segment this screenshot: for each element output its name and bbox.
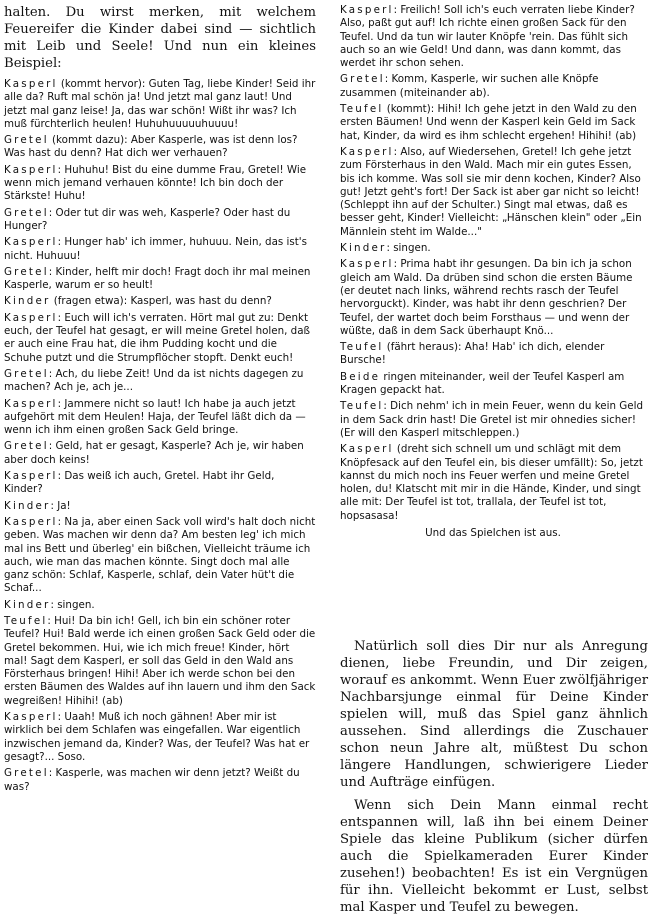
speaker-name: Teufel [340,103,384,116]
speaker-name: Teufel [4,614,48,627]
dialogue-line [4,711,316,764]
dialogue-text: (kommt): Hihi! Ich gehe jetzt in den Wald zu den ersten Bäumen! Und wenn der Kasperl kein Geld im Sack hat, Kinder, da wird es ihm schlecht ergehen! Hihihi! (ab) [340,103,637,142]
dialogue-text: : Geld, hat er gesagt, Kasperle? Ach je, wir haben aber doch keins! [4,440,304,466]
dialogue-line [4,207,316,234]
speaker-name: Kasperl [4,470,58,483]
prose-paragraph-2: Wenn sich Dein Mann einmal recht entspannen will, laß ihn bei einem Deiner Spiele das kleine Publikum (sicher dürfen auch die Spielkameraden Eurer Kinder zusehen!) beobachten! Es ist ein Vergnügen für ihn. Vielleicht bekommt er Lust, selbst mal Kasper und Teufel zu bewegen. [340,798,648,915]
dialogue-line [4,78,316,131]
dialogue-text: : Ach, du liebe Zeit! Und da ist nichts dagegen zu machen? Ach je, ach je... [4,367,304,394]
dialogue-text: : Na ja, aber einen Sack voll wird's halt doch nicht geben. Was machen wir denn da? Am besten leg' ich mich mal ins Bett und überleg' ein bißchen, Vielleicht träume ich auch, wie man das machen könnte. Singt doch mal alle ganz schön: Schlaf, Kasperle, schlaf, dein Vater hüt't die Schaf... [4,515,316,595]
dialogue-line [4,368,316,395]
dialogue-line [4,164,316,204]
speaker-name: Kinder [4,295,51,308]
left-column [4,4,316,797]
dialogue-line [4,134,316,161]
speaker-name: Kasperl [340,4,394,16]
speaker-name: Kinder [4,598,51,611]
dialogue-line [4,615,316,708]
speaker-name: Teufel [340,400,384,413]
dialogue-line [4,266,316,293]
dialogue-text: : Komm, Kasperle, wir suchen alle Knöpfe zusammen (miteinander ab). [340,73,599,99]
dialogue-text: : Euch will ich's verraten. Hört mal gut zu: Denkt euch, der Teufel hat gesagt, er will meine Gretel holen, daß er auch eine Frau hat, die ihm Pudding kocht und die Schuhe putzt und die Strumpflöcher stopft. Denkt euch! [4,311,311,364]
dialogue-text: ringen miteinander, weil der Teufel Kasperl am Kragen gepackt hat. [340,370,625,397]
speaker-name: Kasperl [4,163,58,176]
dialogue-line [4,470,316,497]
dialogue-line [340,73,646,100]
speaker-name: Kasperl [340,443,394,456]
dialogue-text: : Hunger hab' ich immer, huhuuu. Nein, das ist's nicht. Huhuuu! [4,236,307,262]
dialogue-text: : Dich nehm' ich in mein Feuer, wenn du kein Geld in dem Sack drin hast! Die Gretel ist mir ohnedies sicher! (Er will den Kasperl mitschleppen.) [340,400,643,439]
play-ending: Und das Spielchen ist aus. [425,526,561,539]
dialogue-text: (fährt heraus): Aha! Hab' ich dich, elender Bursche! [340,341,605,367]
dialogue-line [4,516,316,596]
speaker-name: Kinder [340,242,387,255]
closing-prose [340,638,648,916]
right-column [340,4,646,540]
dialogue-line [340,443,646,523]
dialogue-line [340,242,646,255]
dialogue-line [340,371,646,398]
dialogue-text: : Oder tut dir was weh, Kasperle? Oder hast du Hunger? [4,206,291,232]
speaker-name: Gretel [4,367,49,380]
dialogue-line [340,103,646,143]
speaker-name: Kasperl [340,145,394,158]
dialogue-text: : Kasperle, was machen wir denn jetzt? Weißt du was? [4,767,300,793]
dialogue-line [4,767,316,794]
dialogue-line [340,400,646,440]
dialogue-text: (fragen etwa): Kasperl, was hast du denn? [50,295,272,308]
dialogue-line [340,258,646,338]
speaker-name: Kinder [4,499,51,512]
dialogue-text: : Huhuhu! Bist du eine dumme Frau, Gretel! Wie wenn mich jemand verhauen könnte! Ich bin doch der Stärkste! Huhu! [4,163,307,203]
speaker-name: Gretel [4,206,49,219]
dialogue-line [4,599,316,612]
right-dialogue [340,4,646,523]
dialogue-text: : Hui! Da bin ich! Gell, ich bin ein schöner roter Teufel? Hui! Bald werde ich einen großen Sack Geld oder die Gretel bekommen. Hui, wie ich mich freue! Kinder, hört mal! Sagt dem Kasperl, er soll das Geld in den Wald ans Försterhaus bringen! Hihi! Aber ich werde schon bei den ersten Bäumen des Waldes auf ihn lauern und ihm den Sack wegreißen! Hihihi! (ab) [4,614,316,707]
speaker-name: Gretel [4,134,49,147]
dialogue-text: (dreht sich schnell um und schlägt mit dem Knöpfesack auf den Teufel ein, bis dieser umfällt): So, jetzt kannst du mich noch ins Feuer werfen und meine Gretel holen, du! Klatscht mit mir in die Hände, Kinder, und singt alle mit: Der Teufel ist tot, trallala, der Teufel ist tot, hopsasasa! [340,443,643,522]
speaker-name: Kasperl [340,258,394,271]
intro-paragraph: halten. Du wirst merken, mit welchem Feuereifer die Kinder dabei sind — sichtlich mit Leib und Seele! Und nun ein kleines Beispiel: [4,5,316,71]
dialogue-text: : Kinder, helft mir doch! Fragt doch ihr mal meinen Kasperle, warum er so heult! [4,265,311,292]
speaker-name: Gretel [4,440,49,453]
dialogue-line [4,312,316,365]
dialogue-line [4,500,316,513]
dialogue-text: : Ja! [50,499,71,512]
dialogue-text: : Prima habt ihr gesungen. Da bin ich ja schon gleich am Wald. Da drüben sind schon die ersten Bäume (er deutet nach links, während rechts rasch der Teufel hervorguckt). Kinder, was habt ihr denn geschrien? Der Teufel, der wartet doch beim Forsthaus — und wenn der wüßte, daß in dem Sack überhaupt Knö... [340,258,633,337]
dialogue-line [4,295,316,308]
dialogue-line [340,341,646,368]
dialogue-line [4,236,316,263]
dialogue-text: : Jammere nicht so laut! Ich habe ja auch jetzt aufgehört mit dem Heulen! Haja, der Teufel läßt dich da — wenn ich ihm einen großen Sack Geld bringe. [4,397,306,437]
dialogue-text: : Freilich! Soll ich's euch verraten liebe Kinder? Also, paßt gut auf! Ich richte einen großen Sack für den Teufel. Und da tun wir lauter Knöpfe 'rein. Das fühlt sich auch so an wie Geld! Und dann, was dann kommt, das werdet ihr schon sehen. [340,4,635,70]
left-dialogue [4,78,316,794]
dialogue-text: : Das weiß ich auch, Gretel. Habt ihr Geld, Kinder? [4,470,275,496]
speaker-name: Kasperl [4,236,58,249]
dialogue-line [340,4,646,70]
dialogue-text: : singen. [50,598,95,611]
speaker-name: Kasperl [4,397,58,410]
speaker-name: Beide [340,370,381,383]
speaker-name: Gretel [4,265,49,278]
speaker-name: Gretel [4,767,49,780]
speaker-name: Kasperl [4,711,58,724]
dialogue-text: : singen. [386,242,431,255]
speaker-name: Kasperl [4,78,58,90]
dialogue-text: : Also, auf Wiedersehen, Gretel! Ich gehe jetzt zum Försterhaus in den Wald. Mach mir ein gutes Essen, bis ich komme. Was soll sie mir denn kochen, Kinder? Also gut! Jetzt geht's fort! Der Sack ist aber gar nicht so leicht! (Schleppt ihn auf der Schulter.) Singt mal etwas, daß es besser geht, Kinder! Vielleicht: „Hänschen klein" oder „Ein Männlein steht im Walde..." [340,145,642,238]
dialogue-text: : Uaah! Muß ich noch gähnen! Aber mir ist wirklich bei dem Schlafen was eingefallen. War eigentlich inzwischen jemand da, Kinder? Was, der Teufel? Was hat er gesagt?... Soso. [4,711,310,763]
dialogue-line [4,440,316,467]
speaker-name: Teufel [340,341,384,354]
speaker-name: Kasperl [4,311,58,324]
dialogue-text: (kommt hervor): Guten Tag, liebe Kinder! Seid ihr alle da? Ruft mal schön ja! Und jetzt mal ganz laut! Und jetzt mal ganz leise! Ja, das war schön! Wißt ihr was? Ich muß fürchterlich heulen! Huhuhuuuuuhuuuu! [4,78,316,130]
prose-paragraph-1: Natürlich soll dies Dir nur als Anregung dienen, liebe Freundin, und Dir zeigen, worauf es ankommt. Wenn Euer zwölfjähriger Nachbarsjunge einmal für Deine Kinder spielen will, muß das Spiel ganz ähnlich aussehen. Sind allerdings die Zuschauer schon neun Jahre alt, müßtest Du schon längere Handlungen, schwierigere Lieder und Aufträge einfügen. [340,639,648,790]
speaker-name: Gretel [340,73,385,86]
dialogue-line [4,398,316,438]
speaker-name: Kasperl [4,515,58,528]
dialogue-text: (kommt dazu): Aber Kasperle, was ist denn los? Was hast du denn? Hat dich wer verhauen? [4,134,298,160]
dialogue-line [340,146,646,239]
